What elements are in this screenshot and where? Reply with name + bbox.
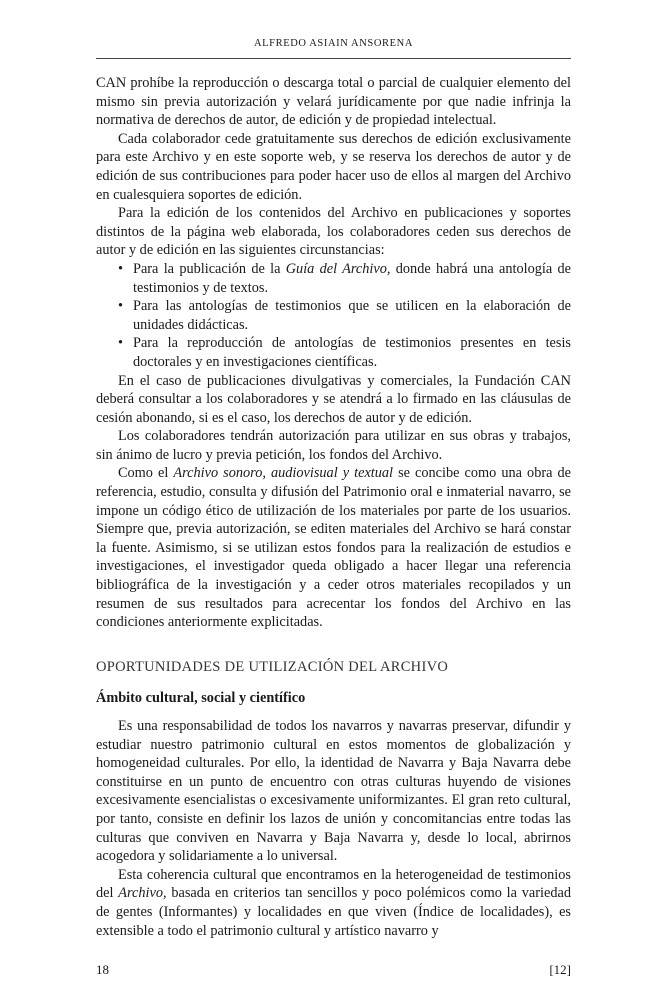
paragraph-text: se concibe como una obra de referencia, estudio, consulta y difusión del Patrimonio oral e inmaterial navarro, se impone un código ético de utilización de los materiales por parte de los usuarios. Siempre que, previa autorización, se editen materiales del Archivo se hará constar la fuente. Asimismo, si se utilizan estos fondos para la realización de estudios e investigaciones, el investigador queda obligado a hacer llegar una referencia bibliográfica de la investigación y a ceder otros materiales recopilados y un resumen de sus resultados para acrecentar los fondos del Archivo en las condiciones anteriormente explicitadas. — [96, 465, 571, 631]
list-item-text: Para la publicación de la — [133, 260, 286, 277]
paragraph: En el caso de publicaciones divulgativas y comerciales, la Fundación CAN deberá consultar a los colaboradores y se atendrá a lo firmado en las cláusulas de cesión abonando, si es el caso, los derechos de autor y de edición. — [96, 372, 571, 426]
page-number: 18 — [96, 962, 109, 977]
bullet-list — [96, 260, 571, 372]
paragraph — [96, 464, 571, 631]
list-item-text: , donde habrá una antología de testimonios y de textos. — [133, 260, 571, 296]
bullet-icon: • — [118, 260, 124, 277]
header-rule — [96, 58, 571, 59]
paragraph-italic: Archivo — [118, 885, 163, 902]
bullet-icon: • — [118, 335, 124, 352]
running-head: ALFREDO ASIAIN ANSORENA — [253, 38, 414, 49]
bullet-icon: • — [118, 298, 124, 315]
page-body — [96, 74, 571, 940]
paragraph: Es una responsabilidad de todos los navarros y navarras preservar, difundir y estudiar nuestro patrimonio cultural en estos momentos de globalización y homogeneidad culturales. Por ello, la identidad de Navarra y Baja Navarra debe constituirse en un punto de encuentro con otras culturas huyendo de visiones excesivamente esencialistas o excesivamente uniformizantes. El gran reto cultural, por tanto, consiste en definir los lazos de unión y concomitancias entre todas las culturas que conviven en Navarra y Baja Navarra y, desde lo local, abrirnos acogedora y solidariamente a lo universal. — [96, 718, 571, 865]
list-item — [118, 260, 571, 297]
section-title: OPORTUNIDADES DE UTILIZACIÓN DEL ARCHIVO — [96, 658, 449, 675]
list-item — [118, 297, 571, 334]
paragraph-italic: Archivo sonoro, audiovisual y textual — [173, 465, 394, 482]
paragraph: Para la edición de los contenidos del Archivo en publicaciones y soportes distintos de la página web elaborada, los colaboradores ceden sus derechos de autor y de edición en las siguientes circunstancias: — [96, 205, 571, 259]
list-item-italic: Guía del Archivo — [285, 260, 387, 277]
paragraph-text: Como el — [118, 465, 174, 482]
subsection-title: Ámbito cultural, social y científico — [96, 690, 306, 707]
list-item-text: Para las antologías de testimonios que se utilicen en la elaboración de unidades didácticas. — [133, 298, 571, 333]
list-item — [118, 334, 571, 371]
list-item-text: Para la reproducción de antologías de testimonios presentes en tesis doctorales y en investigaciones científicas. — [133, 335, 571, 370]
paragraph: CAN prohíbe la reproducción o descarga total o parcial de cualquier elemento del mismo sin previa autorización y velará jurídicamente por que nadie infrinja la normativa de derechos de autor, de edición y de propiedad intelectual. — [96, 75, 571, 129]
paragraph: Cada colaborador cede gratuitamente sus derechos de edición exclusivamente para este Archivo y en este soporte web, y se reserva los derechos de autor y de edición de sus contribuciones para poder hacer uso de ellos al margen del Archivo en cualesquiera soportes de edición. — [96, 130, 571, 203]
paragraph-text: Esta coherencia cultural que encontramos en la heterogeneidad de testimonios del — [96, 866, 571, 902]
paragraph-text: , basada en criterios tan sencillos y poco polémicos como la variedad de gentes (Informantes) y localidades en que viven (Índice de localidades), es extensible a todo el patrimonio cultural y artístico navarro y — [96, 885, 572, 939]
paragraph: Los colaboradores tendrán autorización para utilizar en sus obras y trabajos, sin ánimo de lucro y previa petición, los fondos del Archivo. — [96, 428, 571, 463]
paragraph — [96, 866, 571, 940]
page-reference: [12] — [549, 962, 571, 977]
